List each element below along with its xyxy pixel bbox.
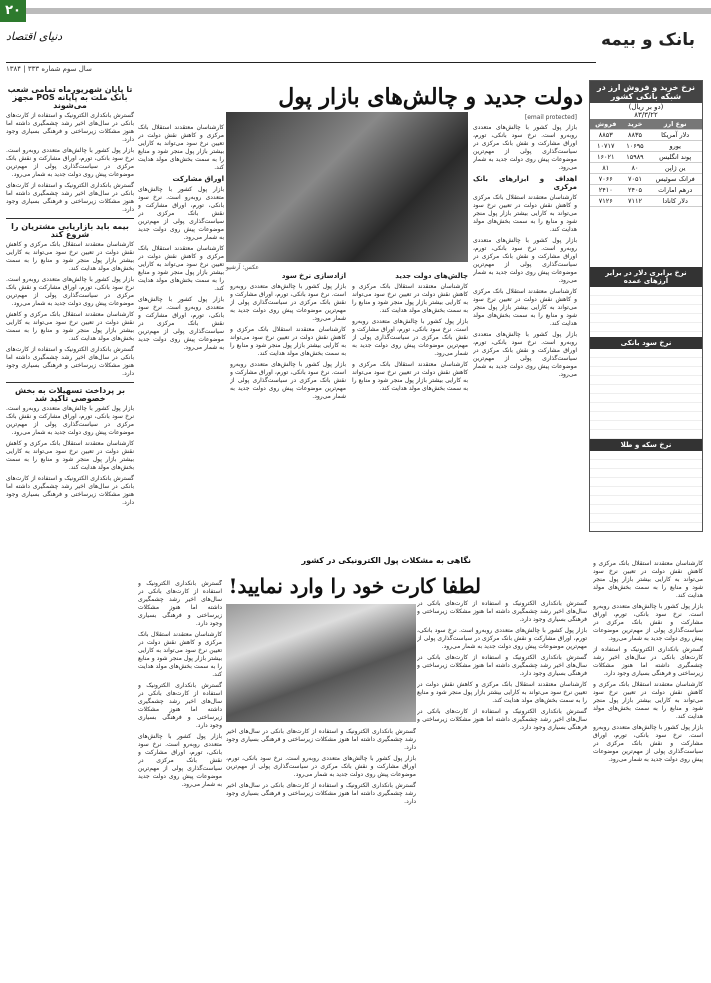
section-title: بانک و بیمه bbox=[601, 30, 695, 50]
lead-column: کارشناسان معتقدند استقلال بانک مرکزی و کاهش نقش دولت در تعیین نرخ سود می‌تواند به کارایی بیشتر بازار پول منجر شود و منابع را به سمت بخش‌های مولد هدایت کند. اوراق مشارکت بازار پول کشور با چالش‌های متعددی روبه‌رو است. نرخ سود بانکی، تورم، اوراق مشارکت و نقش بانک مرکزی در سیاست‌گذاری پولی از مهم‌ترین موضوعات پیش روی دولت جدید به شمار می‌رود. کارشناسان معتقدند استقلال بانک مرکزی و کاهش نقش دولت در تعیین نرخ سود می‌تواند به کارایی بیشتر بازار پول منجر شود و منابع را به سمت بخش‌های مولد هدایت کند. بازار پول کشور با چالش‌های متعددی روبه‌رو است. نرخ سود بانکی، تورم، اوراق مشارکت و نقش بانک مرکزی در سیاست‌گذاری پولی از مهم‌ترین موضوعات پیش روی دولت جدید به شمار می‌رود. bbox=[138, 124, 224, 351]
second-column: گسترش بانکداری الکترونیک و استفاده از کارت‌های بانکی در سال‌های اخیر رشد چشمگیری داشته اما هنوز مشکلات زیرساختی و فرهنگی بسیاری وجود دارد. بازار پول کشور با چالش‌های متعددی روبه‌رو است. نرخ سود بانکی، تورم، اوراق مشارکت و نقش بانک مرکزی در سیاست‌گذاری پولی از مهم‌ترین موضوعات پیش روی دولت جدید به شمار می‌رود. گسترش بانکداری الکترونیک و استفاده از کارت‌های بانکی در سال‌های اخیر رشد چشمگیری داشته اما هنوز مشکلات زیرساختی و فرهنگی بسیاری وجود دارد. bbox=[226, 728, 416, 805]
fx-subtitle: (دو بر ریال) bbox=[628, 103, 664, 111]
fx-table bbox=[590, 119, 702, 207]
second-headline: لطفا کارت خود را وارد نمایید! bbox=[228, 574, 481, 598]
subhead: اوراق مشارکت bbox=[172, 175, 224, 183]
table-row: دلار آمریکا ۸۸۳۵ ۸۸۵۳ bbox=[590, 130, 702, 141]
fx-subtable bbox=[590, 451, 702, 531]
fx-col-header: خرید bbox=[622, 119, 649, 130]
table-row: دلار کانادا ۷۱۱۲ ۷۱۲۶ bbox=[590, 196, 702, 207]
lead-column: چالش‌های دولت جدید کارشناسان معتقدند استقلال بانک مرکزی و کاهش نقش دولت در تعیین نرخ سود می‌تواند به کارایی بیشتر بازار پول منجر شود و منابع را به سمت بخش‌های مولد هدایت کند. بازار پول کشور با چالش‌های متعددی روبه‌رو است. نرخ سود بانکی، تورم، اوراق مشارکت و نقش بانک مرکزی در سیاست‌گذاری پولی از مهم‌ترین موضوعات پیش روی دولت جدید به شمار می‌رود. کارشناسان معتقدند استقلال بانک مرکزی و کاهش نقش دولت در تعیین نرخ سود می‌تواند به کارایی بیشتر بازار پول منجر شود و منابع را به سمت بخش‌های مولد هدایت کند. bbox=[352, 272, 468, 392]
right-column: کارشناسان معتقدند استقلال بانک مرکزی و کاهش نقش دولت در تعیین نرخ سود می‌تواند به کارایی بیشتر بازار پول منجر شود و منابع را به سمت بخش‌های مولد هدایت کند. بازار پول کشور با چالش‌های متعددی روبه‌رو است. نرخ سود بانکی، تورم، اوراق مشارکت و نقش بانک مرکزی در سیاست‌گذاری پولی از مهم‌ترین موضوعات پیش روی دولت جدید به شمار می‌رود. گسترش بانکداری الکترونیک و استفاده از کارت‌های بانکی در سال‌های اخیر رشد چشمگیری داشته اما هنوز مشکلات زیرساختی و فرهنگی بسیاری وجود دارد. کارشناسان معتقدند استقلال بانک مرکزی و کاهش نقش دولت در تعیین نرخ سود می‌تواند به کارایی بیشتر بازار پول منجر شود و منابع را به سمت بخش‌های مولد هدایت کند. بازار پول کشور با چالش‌های متعددی روبه‌رو است. نرخ سود بانکی، تورم، اوراق مشارکت و نقش بانک مرکزی در سیاست‌گذاری پولی از مهم‌ترین موضوعات پیش روی دولت جدید به شمار می‌رود. bbox=[593, 560, 703, 763]
subhead: اهداف و ابزارهای بانک مرکزی bbox=[473, 175, 577, 191]
fx-band: نرخ سود بانکی bbox=[590, 337, 702, 349]
fx-band: نرخ برابری دلار در برابر ارزهای عمده bbox=[590, 267, 702, 287]
fx-subtable bbox=[590, 349, 702, 439]
fx-band: نرخ سکه و طلا bbox=[590, 439, 702, 451]
subhead: چالش‌های دولت جدید bbox=[395, 272, 468, 280]
fx-col-header: فروش bbox=[590, 119, 622, 130]
second-kicker: نگاهی به مشکلات پول الکترونیکی در کشور bbox=[301, 556, 471, 565]
left-news-column: تا پایان شهریورماه تمامی شعب بانک ملت به پایانه POS مجهز می‌شوند گسترش بانکداری الکترونیک و استفاده از کارت‌های بانکی در سال‌های اخیر رشد چشمگیری داشته اما هنوز مشکلات زیرساختی و فرهنگی بسیاری وجود دارد. بازار پول کشور با چالش‌های متعددی روبه‌رو است. نرخ سود بانکی، تورم، اوراق مشارکت و نقش بانک مرکزی در سیاست‌گذاری پولی از مهم‌ترین موضوعات پیش روی دولت جدید به شمار می‌رود. گسترش بانکداری الکترونیک و استفاده از کارت‌های بانکی در سال‌های اخیر رشد چشمگیری داشته اما هنوز مشکلات زیرساختی و فرهنگی بسیاری وجود دارد. بیمه باید بازاریابی مشتریان را شروع کند کارشناسان معتقدند استقلال بانک مرکزی و کاهش نقش دولت در تعیین نرخ سود می‌تواند به کارایی بیشتر بازار پول منجر شود و منابع را به سمت بخش‌های مولد هدایت کند. بازار پول کشور با چالش‌های متعددی روبه‌رو است. نرخ سود بانکی، تورم، اوراق مشارکت و نقش بانک مرکزی در سیاست‌گذاری پولی از مهم‌ترین موضوعات پیش روی دولت جدید به شمار می‌رود. کارشناسان معتقدند استقلال بانک مرکزی و کاهش نقش دولت در تعیین نرخ سود می‌تواند به کارایی بیشتر بازار پول منجر شود و منابع را به سمت بخش‌های مولد هدایت کند. گسترش بانکداری الکترونیک و استفاده از کارت‌های بانکی در سال‌های اخیر رشد چشمگیری داشته اما هنوز مشکلات زیرساختی و فرهنگی بسیاری وجود دارد. بر پرداخت تسهیلات به بخش خصوصی تاکید شد بازار پول کشور با چالش‌های متعددی روبه‌رو است. نرخ سود بانکی، تورم، اوراق مشارکت و نقش بانک مرکزی در سیاست‌گذاری پولی از مهم‌ترین موضوعات پیش روی دولت جدید به شمار می‌رود. کارشناسان معتقدند استقلال بانک مرکزی و کاهش نقش دولت در تعیین نرخ سود می‌تواند به کارایی بیشتر بازار پول منجر شود و منابع را به سمت بخش‌های مولد هدایت کند. گسترش بانکداری الکترونیک و استفاده از کارت‌های بانکی در سال‌های اخیر رشد چشمگیری داشته اما هنوز مشکلات زیرساختی و فرهنگی بسیاری وجود دارد. bbox=[6, 85, 134, 506]
table-row: درهم امارات ۲۴۰۵ ۲۴۱۰ bbox=[590, 185, 702, 196]
page-number: ۲۰ bbox=[0, 0, 26, 22]
lead-photo-caption: عکس: آرشیو bbox=[226, 264, 259, 271]
table-row: پوند انگلیس ۱۵۹۸۹ ۱۶۰۲۱ bbox=[590, 152, 702, 163]
lead-column: بازار پول کشور با چالش‌های متعددی روبه‌رو است. نرخ سود بانکی، تورم، اوراق مشارکت و نقش بانک مرکزی در سیاست‌گذاری پولی از مهم‌ترین موضوعات پیش روی دولت جدید به شمار می‌رود. اهداف و ابزارهای بانک مرکزی کارشناسان معتقدند استقلال بانک مرکزی و کاهش نقش دولت در تعیین نرخ سود می‌تواند به کارایی بیشتر بازار پول منجر شود و منابع را به سمت بخش‌های مولد هدایت کند. بازار پول کشور با چالش‌های متعددی روبه‌رو است. نرخ سود بانکی، تورم، اوراق مشارکت و نقش بانک مرکزی در سیاست‌گذاری پولی از مهم‌ترین موضوعات پیش روی دولت جدید به شمار می‌رود. کارشناسان معتقدند استقلال بانک مرکزی و کاهش نقش دولت در تعیین نرخ سود می‌تواند به کارایی بیشتر بازار پول منجر شود و منابع را به سمت بخش‌های مولد هدایت کند. بازار پول کشور با چالش‌های متعددی روبه‌رو است. نرخ سود بانکی، تورم، اوراق مشارکت و نقش بانک مرکزی در سیاست‌گذاری پولی از مهم‌ترین موضوعات پیش روی دولت جدید به شمار می‌رود. bbox=[473, 124, 577, 378]
byline: [email protected] bbox=[524, 114, 577, 121]
fx-col-header: نوع ارز bbox=[648, 119, 702, 130]
table-row: یورو ۱۰۶۹۵ ۱۰۷۱۷ bbox=[590, 141, 702, 152]
divider bbox=[6, 218, 134, 219]
news-headline: بر پرداخت تسهیلات به بخش خصوصی تاکید شد bbox=[15, 386, 125, 403]
fx-date: ۸۳/۳/۲۲ bbox=[634, 111, 658, 119]
newspaper-logo: دنیای اقتصاد bbox=[6, 30, 63, 43]
divider bbox=[6, 382, 134, 383]
lead-photo bbox=[226, 112, 468, 262]
lead-headline: دولت جدید و چالش‌های بازار پول bbox=[278, 84, 583, 110]
news-headline: بیمه باید بازاریابی مشتریان را شروع کند bbox=[11, 222, 129, 239]
second-column: گسترش بانکداری الکترونیک و استفاده از کارت‌های بانکی در سال‌های اخیر رشد چشمگیری داشته اما هنوز مشکلات زیرساختی و فرهنگی بسیاری وجود دارد. بازار پول کشور با چالش‌های متعددی روبه‌رو است. نرخ سود بانکی، تورم، اوراق مشارکت و نقش بانک مرکزی در سیاست‌گذاری پولی از مهم‌ترین موضوعات پیش روی دولت جدید به شمار می‌رود. گسترش بانکداری الکترونیک و استفاده از کارت‌های بانکی در سال‌های اخیر رشد چشمگیری داشته اما هنوز مشکلات زیرساختی و فرهنگی بسیاری وجود دارد. کارشناسان معتقدند استقلال بانک مرکزی و کاهش نقش دولت در تعیین نرخ سود می‌تواند به کارایی بیشتر بازار پول منجر شود و منابع را به سمت بخش‌های مولد هدایت کند. گسترش بانکداری الکترونیک و استفاده از کارت‌های بانکی در سال‌های اخیر رشد چشمگیری داشته اما هنوز مشکلات زیرساختی و فرهنگی بسیاری وجود دارد. bbox=[417, 600, 587, 731]
news-headline: تا پایان شهریورماه تمامی شعب بانک ملت به پایانه POS مجهز می‌شوند bbox=[7, 85, 133, 110]
subhead: آزادسازی نرخ سود bbox=[281, 272, 346, 280]
fx-rates-box bbox=[589, 80, 703, 532]
dateline: سال سوم شماره ۳۳۳ | ۱۳۸۴ bbox=[6, 62, 596, 73]
table-row: ین ژاپن ۸۰ ۸۱ bbox=[590, 163, 702, 174]
fx-subtable bbox=[590, 287, 702, 337]
header-bar bbox=[26, 8, 711, 14]
atm-photo bbox=[226, 604, 416, 722]
second-column: گسترش بانکداری الکترونیک و استفاده از کارت‌های بانکی در سال‌های اخیر رشد چشمگیری داشته اما هنوز مشکلات زیرساختی و فرهنگی بسیاری وجود دارد. کارشناسان معتقدند استقلال بانک مرکزی و کاهش نقش دولت در تعیین نرخ سود می‌تواند به کارایی بیشتر بازار پول منجر شود و منابع را به سمت بخش‌های مولد هدایت کند. گسترش بانکداری الکترونیک و استفاده از کارت‌های بانکی در سال‌های اخیر رشد چشمگیری داشته اما هنوز مشکلات زیرساختی و فرهنگی بسیاری وجود دارد. بازار پول کشور با چالش‌های متعددی روبه‌رو است. نرخ سود بانکی، تورم، اوراق مشارکت و نقش بانک مرکزی در سیاست‌گذاری پولی از مهم‌ترین موضوعات پیش روی دولت جدید به شمار می‌رود. bbox=[138, 580, 222, 788]
fx-title: نرخ خرید و فروش ارز در شبکه بانکی کشور bbox=[590, 81, 702, 103]
table-row: فرانک سوئیس ۷۰۵۱ ۷۰۶۶ bbox=[590, 174, 702, 185]
lead-column: آزادسازی نرخ سود بازار پول کشور با چالش‌های متعددی روبه‌رو است. نرخ سود بانکی، تورم، اوراق مشارکت و نقش بانک مرکزی در سیاست‌گذاری پولی از مهم‌ترین موضوعات پیش روی دولت جدید به شمار می‌رود. کارشناسان معتقدند استقلال بانک مرکزی و کاهش نقش دولت در تعیین نرخ سود می‌تواند به کارایی بیشتر بازار پول منجر شود و منابع را به سمت بخش‌های مولد هدایت کند. بازار پول کشور با چالش‌های متعددی روبه‌رو است. نرخ سود بانکی، تورم، اوراق مشارکت و نقش بانک مرکزی در سیاست‌گذاری پولی از مهم‌ترین موضوعات پیش روی دولت جدید به شمار می‌رود. bbox=[230, 272, 346, 400]
